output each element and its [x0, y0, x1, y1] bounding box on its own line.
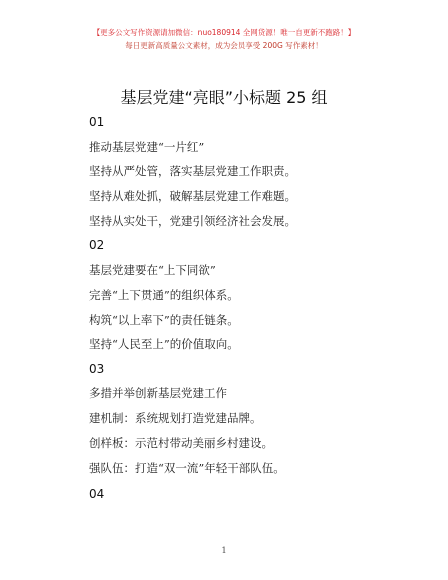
page-number: 1 — [221, 546, 227, 555]
promo-banner-line1: 【更多公文写作资源请加微信：nuo180914 全网货源！唯一自更新不跑路！】 — [92, 28, 356, 37]
paragraph-line: 强队伍：打造“双一流”年轻干部队伍。 — [89, 461, 285, 475]
section-number: 04 — [89, 487, 105, 501]
section-number: 03 — [89, 362, 105, 376]
paragraph-line: 坚持从难处抓，破解基层党建工作难题。 — [89, 189, 296, 203]
paragraph-line: 坚持从严处管，落实基层党建工作职责。 — [89, 164, 296, 178]
document-title: 基层党建“亮眼”小标题 25 组 — [120, 88, 328, 107]
section-heading: 多措并举创新基层党建工作 — [89, 386, 227, 400]
section-number: 01 — [89, 115, 105, 129]
promo-banner-line2: 每日更新高质量公文素材，成为会员享受 200G 写作素材！ — [125, 41, 323, 50]
section-number: 02 — [89, 238, 105, 252]
paragraph-line: 创样板：示范村带动美丽乡村建设。 — [89, 436, 273, 450]
paragraph-line: 构筑“以上率下”的责任链条。 — [89, 313, 239, 327]
paragraph-line: 完善“上下贯通”的组织体系。 — [89, 288, 239, 302]
paragraph-line: 建机制：系统规划打造党建品牌。 — [89, 411, 262, 425]
paragraph-line: 坚持从实处干，党建引领经济社会发展。 — [89, 214, 296, 228]
paragraph-line: 坚持“人民至上”的价值取向。 — [89, 337, 239, 351]
section-heading: 推动基层党建“一片红” — [89, 140, 205, 154]
section-heading: 基层党建要在“上下同欲” — [89, 263, 216, 277]
